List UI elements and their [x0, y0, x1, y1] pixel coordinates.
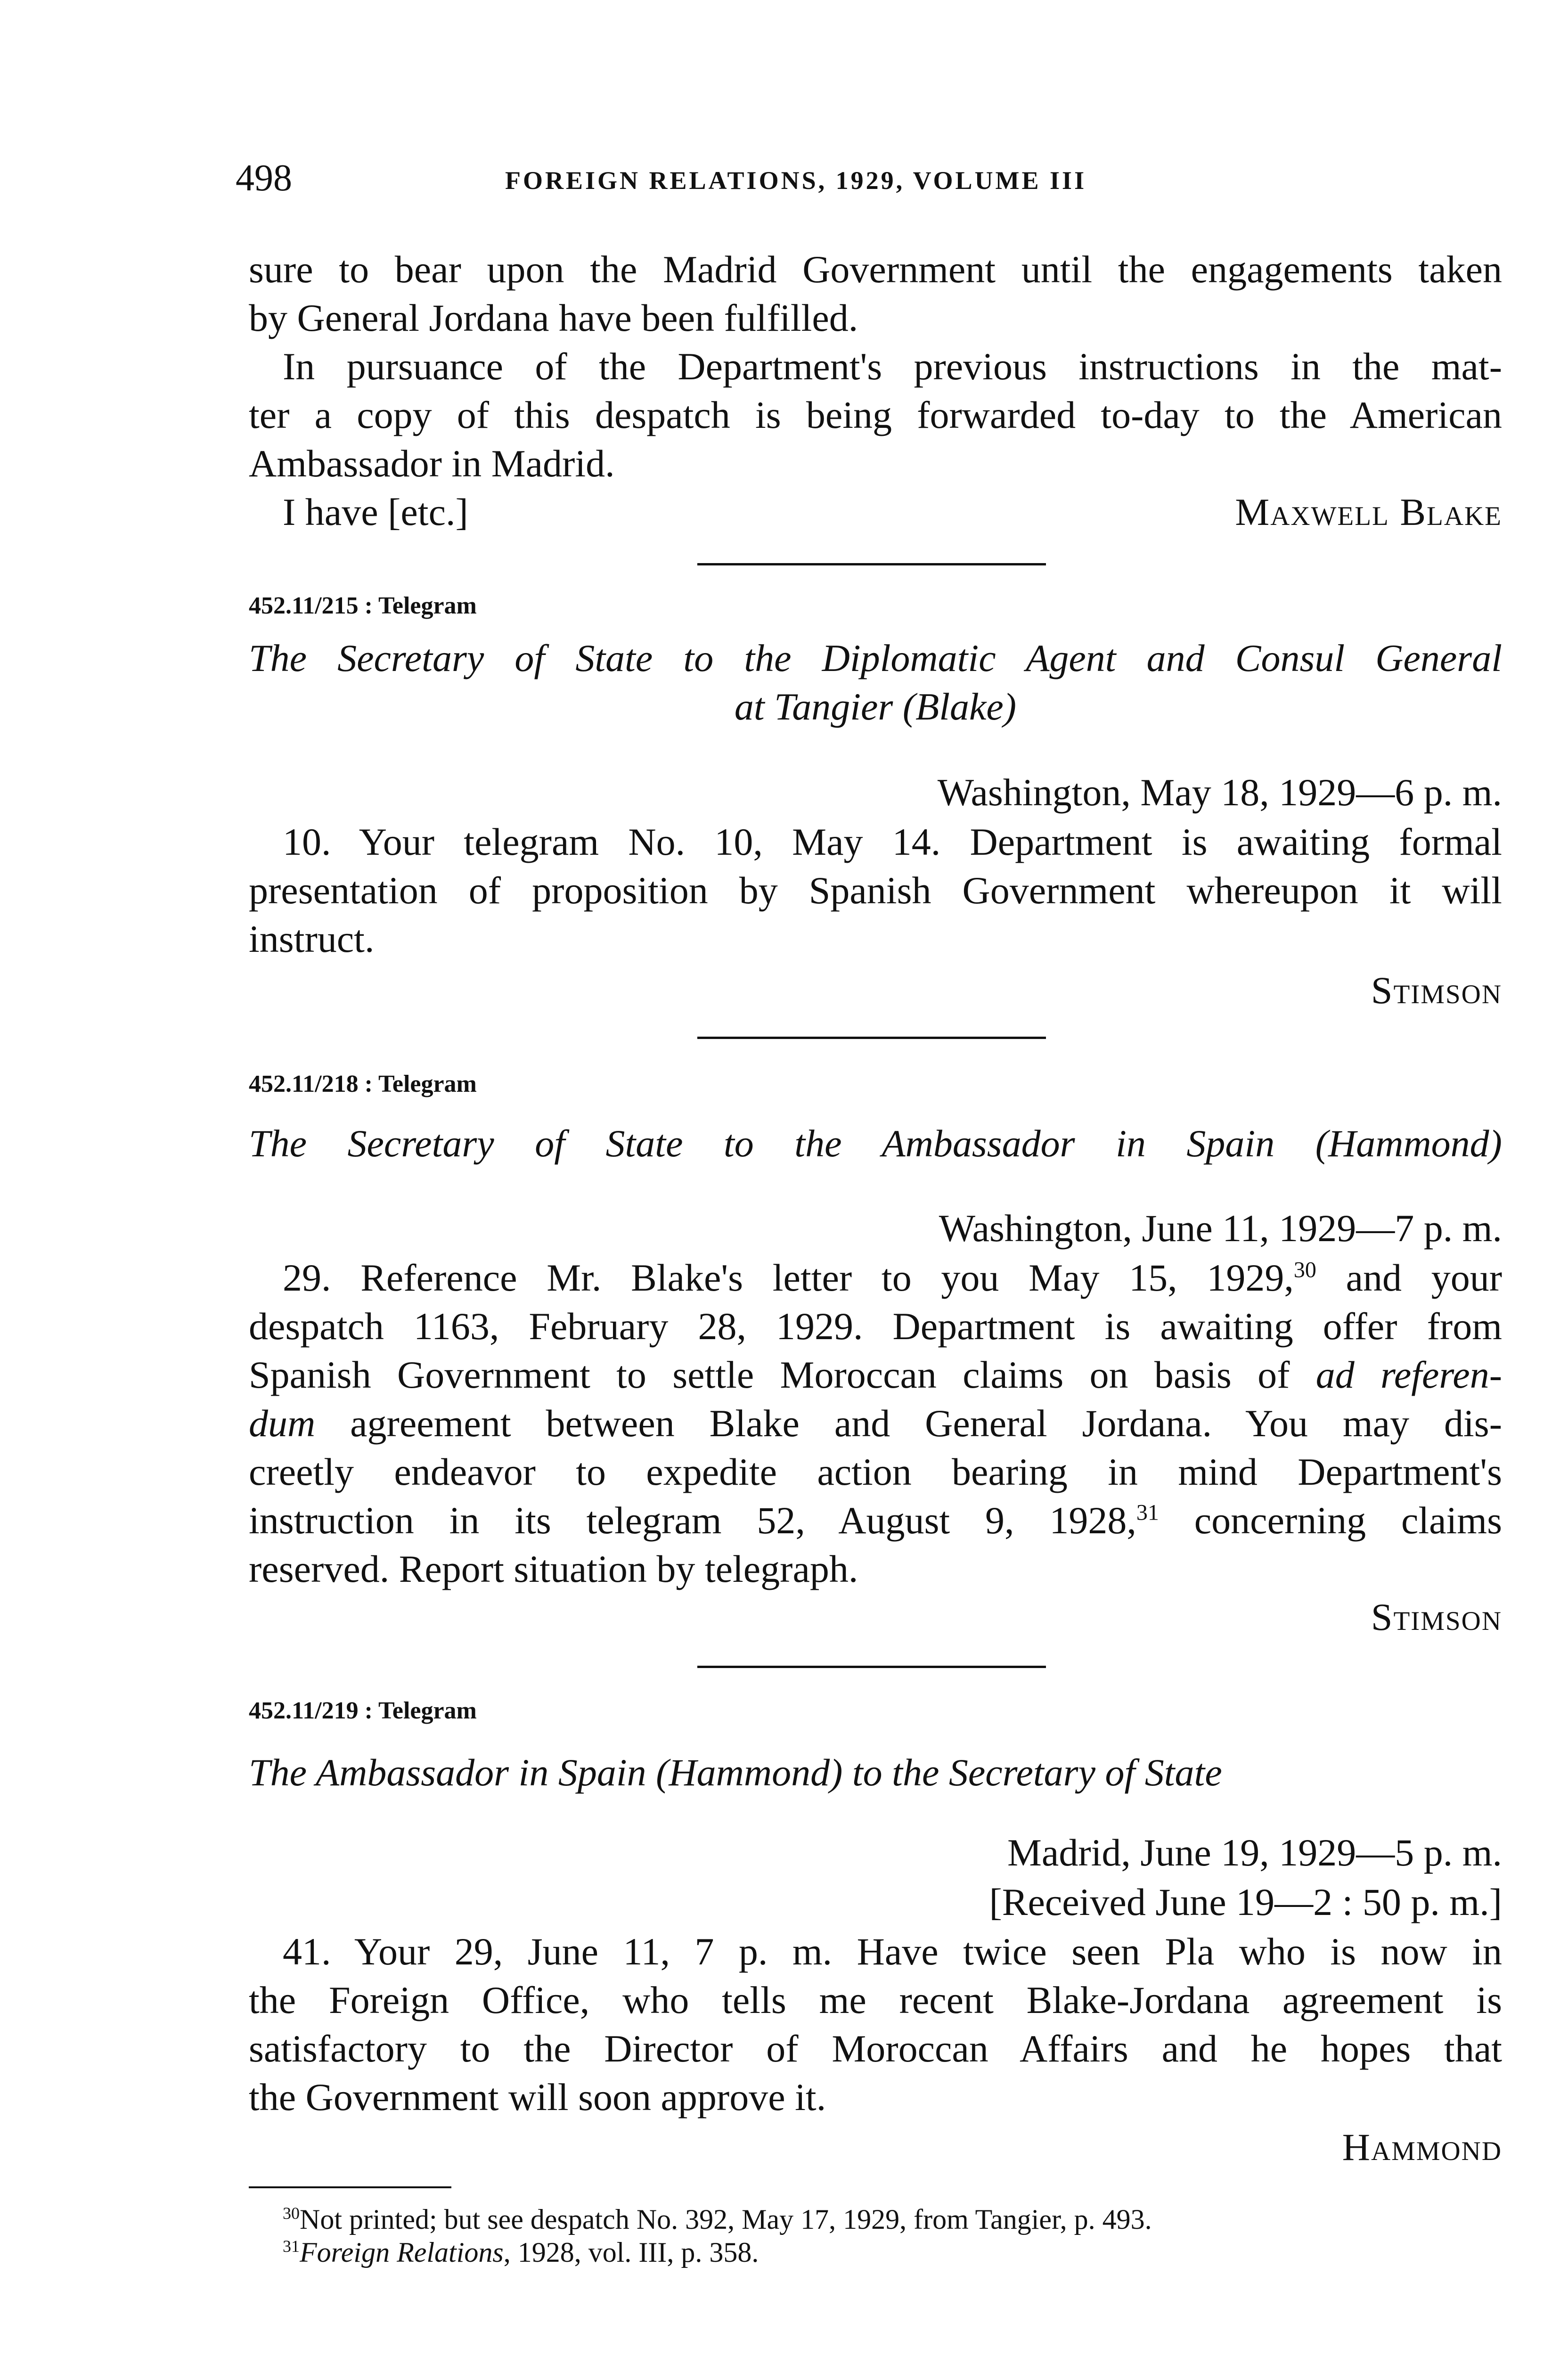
text-line: reserved. Report situation by telegraph.: [249, 1547, 858, 1590]
signature-stimson: Stimson: [1371, 969, 1502, 1012]
text-line: 29. Reference Mr. Blake's letter to you May 15, 1929,30 and your: [283, 1256, 1503, 1299]
heading-line: at Tangier (Blake): [734, 685, 1017, 728]
document-heading: [249, 1748, 1502, 1797]
document-heading: [249, 634, 1502, 731]
text-line: Ambassador in Madrid.: [249, 442, 615, 485]
text-line: the Foreign Office, who tells me recent Blake-Jordana agreement is: [249, 1979, 1502, 2021]
received-line: [Received June 19—2 : 50 p. m.]: [989, 1881, 1502, 1923]
text-line: presentation of proposition by Spanish Government whereupon it will: [249, 869, 1502, 912]
text-line: In pursuance of the Department's previous instructions in the mat-: [283, 345, 1502, 388]
page-number: 498: [236, 157, 292, 199]
text-line: by General Jordana have been fulfilled.: [249, 296, 858, 339]
text-line: ter a copy of this despatch is being forwarded to-day to the American: [249, 393, 1502, 436]
telegram-body: [249, 1253, 1502, 1593]
text-line: instruction in its telegram 52, August 9, 1928,31 concerning claims: [249, 1499, 1502, 1542]
footnote-31: $^{31}$Foreign Relations, 1928, vol. III, p. 358.: [283, 2237, 759, 2268]
telegram-body: [249, 818, 1502, 963]
text-line: 10. Your telegram No. 10, May 14. Department is awaiting formal: [283, 820, 1502, 863]
dateline: Washington, June 11, 1929—7 p. m.: [939, 1207, 1502, 1250]
heading-line: The Secretary of State to the Ambassador in Spain (Hammond): [249, 1122, 1502, 1165]
text-line: the Government will soon approve it.: [249, 2076, 826, 2119]
signature-hammond: Hammond: [1342, 2126, 1502, 2168]
section-divider: [697, 563, 1046, 565]
footnote-ref: 31: [1136, 1500, 1159, 1525]
text-line: creetly endeavor to expedite action bearing in mind Department's: [249, 1450, 1502, 1493]
footnote-rule: [249, 2186, 451, 2188]
document-heading: [249, 1119, 1502, 1168]
dateline: Washington, May 18, 1929—6 p. m.: [937, 771, 1502, 814]
signature-stimson: Stimson: [1371, 1595, 1502, 1638]
heading-line: The Secretary of State to the Diplomatic Agent and Consul General: [249, 637, 1502, 679]
dateline: Madrid, June 19, 1929—5 p. m.: [1007, 1831, 1502, 1874]
section-divider: [697, 1037, 1046, 1039]
heading-line: The Ambassador in Spain (Hammond) to the Secretary of State: [249, 1751, 1222, 1794]
text-line: despatch 1163, February 28, 1929. Department is awaiting offer from: [249, 1305, 1502, 1348]
text-line: instruct.: [249, 917, 375, 960]
file-number: 452.11/215 : Telegram: [249, 592, 477, 619]
text-line: satisfactory to the Director of Moroccan Affairs and he hopes that: [249, 2027, 1502, 2070]
intro-paragraph: [249, 245, 1502, 488]
running-head: FOREIGN RELATIONS, 1929, VOLUME III: [505, 166, 1087, 195]
file-number: 452.11/218 : Telegram: [249, 1071, 477, 1097]
section-divider: [697, 1666, 1046, 1668]
text-line: dum agreement between Blake and General Jordana. You may dis-: [249, 1402, 1502, 1445]
text-line: sure to bear upon the Madrid Government until the engagements taken: [249, 248, 1502, 291]
footnote-30: $^{30}$Not printed; but see despatch No. 392, May 17, 1929, from Tangier, p. 493.: [283, 2204, 1152, 2235]
text-line: Spanish Government to settle Moroccan claims on basis of ad referen-: [249, 1353, 1502, 1396]
telegram-body: [249, 1927, 1502, 2121]
closing: I have [etc.]: [283, 491, 468, 533]
text-line: 41. Your 29, June 11, 7 p. m. Have twice seen Pla who is now in: [283, 1930, 1502, 1973]
file-number: 452.11/219 : Telegram: [249, 1697, 477, 1724]
footnote-ref: 30: [1293, 1257, 1316, 1283]
signature-blake: Maxwell Blake: [1235, 491, 1502, 533]
